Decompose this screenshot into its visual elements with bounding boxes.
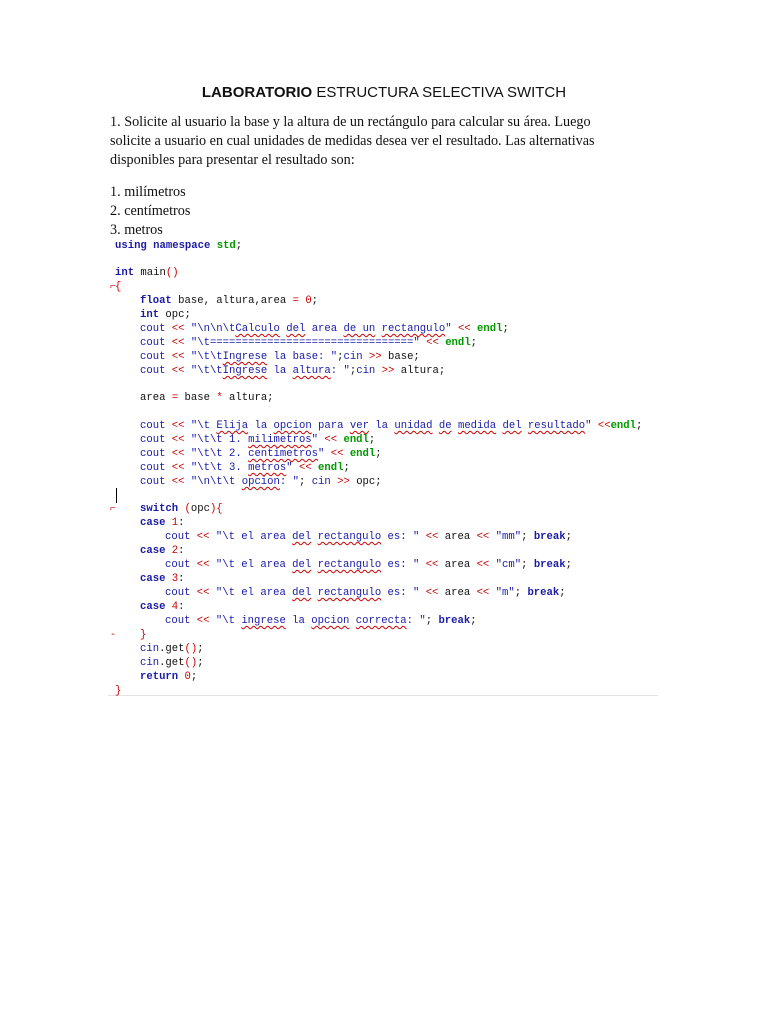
code-line-5: area = base * altura;	[140, 392, 274, 404]
code-line-1: cout << "\n\n\tCalculo del area de un rectangulo" << endl;	[140, 323, 509, 335]
code-line-return: return 0;	[140, 671, 198, 683]
fold-end-marker: -	[110, 630, 117, 641]
unit-options-list	[110, 183, 190, 240]
code-screenshot	[108, 240, 658, 696]
code-line-case4-body: cout << "\t ingrese la opcion correcta: "; break;	[165, 615, 477, 627]
code-line-case2: case 2:	[140, 545, 185, 557]
code-switch-close: }	[140, 629, 147, 641]
code-line-4: cout << "\t\tIngrese la altura: ";cin >> altura;	[140, 365, 446, 377]
code-line-case4: case 4:	[140, 601, 185, 613]
option-item: 1. milímetros	[110, 184, 186, 200]
code-line-main: int main()	[115, 267, 179, 279]
title-bold: LABORATORIO	[201, 84, 313, 101]
fold-marker: ⌐	[110, 282, 117, 293]
title-rest: ESTRUCTURA SELECTIVA SWITCH	[312, 84, 567, 101]
code-line-case3: case 3:	[140, 573, 185, 585]
code-line-switch: switch (opc){	[140, 503, 223, 515]
code-line-7: cout << "\t\t 1. milimetros" << endl;	[140, 434, 376, 446]
code-line-10: cout << "\n\t\t opcion: "; cin >> opc;	[140, 476, 382, 488]
text-cursor	[116, 488, 117, 503]
code-line-6: cout << "\t Elija la opcion para ver la unidad de medida del resultado" <<endl;	[140, 420, 643, 432]
code-line-case2-body: cout << "\t el area del rectangulo es: " << area << "cm"; break;	[165, 559, 572, 571]
code-line-case1: case 1:	[140, 517, 185, 529]
code-line-case1-body: cout << "\t el area del rectangulo es: " << area << "mm"; break;	[165, 531, 572, 543]
code-brace-close: }	[115, 685, 122, 697]
code-line-8: cout << "\t\t 2. centimetros" << endl;	[140, 448, 382, 460]
code-line-decl1: float base, altura,area = 0;	[140, 295, 319, 307]
code-line-get1: cin.get();	[140, 643, 204, 655]
code-line-get2: cin.get();	[140, 657, 204, 669]
code-line-decl2: int opc;	[140, 309, 191, 321]
option-item: 3. metros	[110, 222, 163, 238]
code-line-case3-body: cout << "\t el area del rectangulo es: " << area << "m"; break;	[165, 587, 566, 599]
document-title	[0, 84, 768, 101]
option-item: 2. centímetros	[110, 203, 191, 219]
fold-marker: ⌐	[110, 504, 117, 515]
code-line-2: cout << "\t================================" << endl;	[140, 337, 477, 349]
code-brace-open: {	[115, 281, 122, 293]
code-line-using: using namespace std;	[115, 240, 243, 252]
problem-statement: 1. Solicite al usuario la base y la altura de un rectángulo para calcular su área. Luego solicite a usuario en cual unidades de medidas desea ver el resultado. Las alternativas disponibles para presentar el resultado son:	[110, 114, 595, 168]
code-line-9: cout << "\t\t 3. metros" << endl;	[140, 462, 350, 474]
code-line-3: cout << "\t\tIngrese la base: ";cin >> base;	[140, 351, 420, 363]
